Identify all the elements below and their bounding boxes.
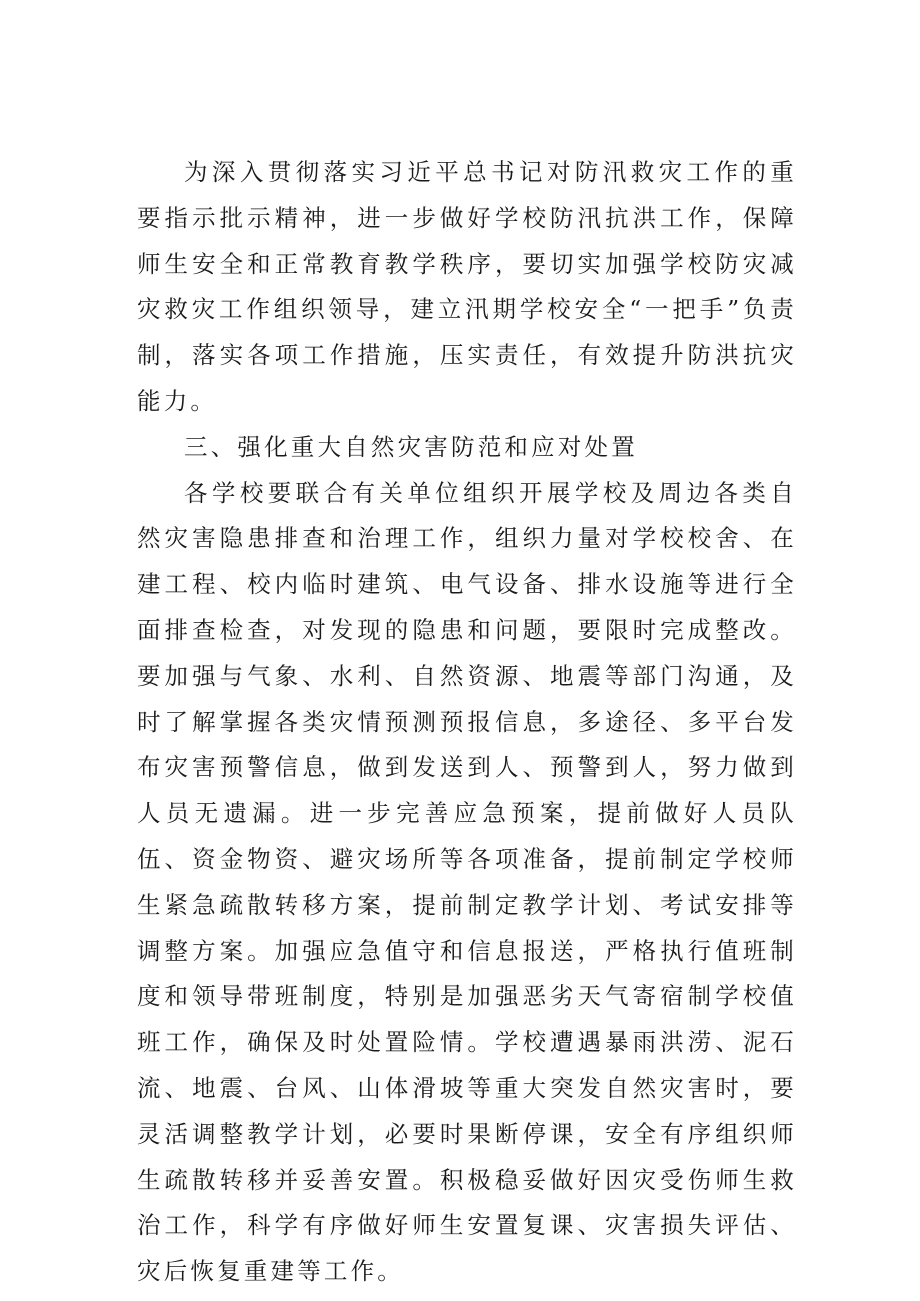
paragraph-flood-prevention-leadership: 为深入贯彻落实习近平总书记对防汛救灾工作的重要指示批示精神，进一步做好学校防汛抗洪工作，保障师生安全和正常教育教学秩序，要切实加强学校防灾减灾救灾工作组织领导，建立汛期学校安全“一把手”负责制，落实各项工作措施，压实责任，有效提升防洪抗灾能力。 [137, 158, 797, 415]
document-body [137, 150, 797, 1295]
section-heading-natural-disaster: 三、强化重大自然灾害防范和应对处置 [184, 432, 638, 461]
paragraph-disaster-response: 各学校要联合有关单位组织开展学校及周边各类自然灾害隐患排查和治理工作，组织力量对学校校舍、在建工程、校内临时建筑、电气设备、排水设施等进行全面排查检查，对发现的隐患和问题，要限时完成整改。要加强与气象、水利、自然资源、地震等部门沟通，及时了解掌握各类灾情预测预报信息，多途径、多平台发布灾害预警信息，做到发送到人、预警到人，努力做到人员无遗漏。进一步完善应急预案，提前做好人员队伍、资金物资、避灾场所等各项准备，提前制定学校师生紧急疏散转移方案，提前制定教学计划、考试安排等调整方案。加强应急值守和信息报送，严格执行值班制度和领导带班制度，特别是加强恶劣天气寄宿制学校值班工作，确保及时处置险情。学校遭遇暴雨洪涝、泥石流、地震、台风、山体滑坡等重大突发自然灾害时，要灵活调整教学计划，必要时果断停课，安全有序组织师生疏散转移并妥善安置。积极稳妥做好因灾受伤师生救治工作，科学有序做好师生安置复课、灾害损失评估、灾后恢复重建等工作。 [137, 478, 797, 1286]
